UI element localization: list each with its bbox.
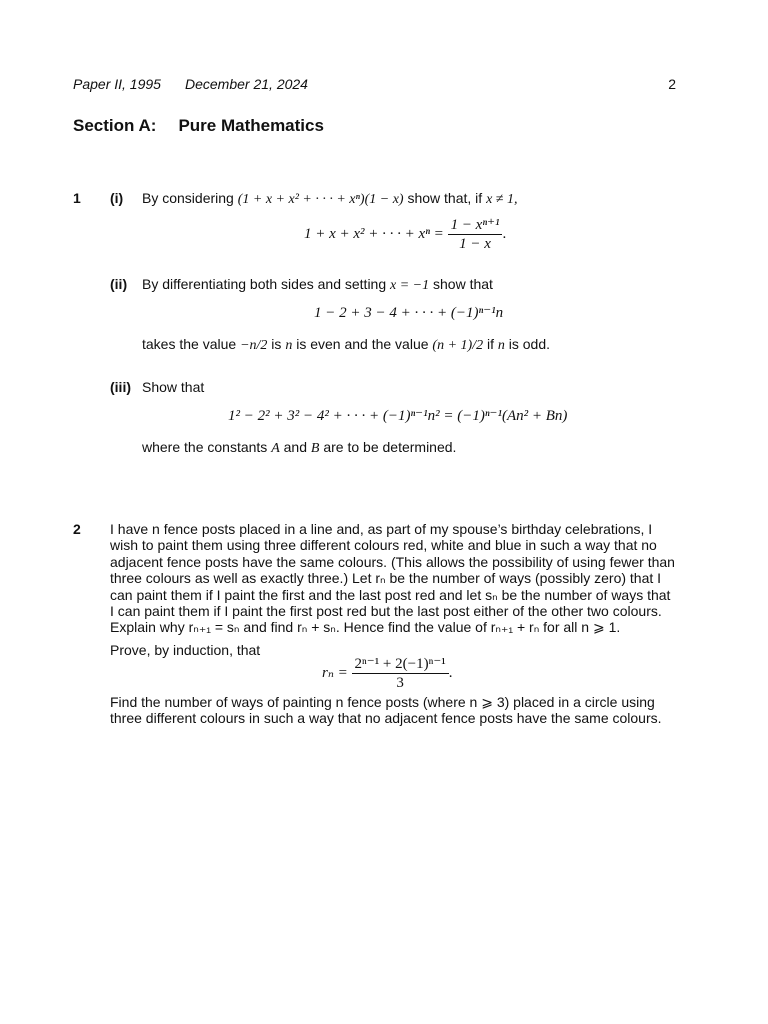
- section-name: Pure Mathematics: [178, 116, 324, 135]
- part-label: (ii): [110, 276, 128, 292]
- question-number: 1: [73, 190, 81, 206]
- paragraph-line: can paint them if I paint the first and the last post red and let sₙ be the number of ways that: [110, 586, 671, 603]
- question-number: 2: [73, 521, 81, 537]
- section-label: Section A:: [73, 116, 157, 135]
- text: if: [486, 336, 494, 352]
- fraction-numerator: 1 − xⁿ⁺¹: [448, 217, 503, 235]
- math-variable: n: [285, 338, 293, 353]
- text: By considering: [142, 190, 234, 206]
- display-equation: 1² − 2² + 3² − 4² + · · · + (−1)ⁿ⁻¹n² = (−1)ⁿ⁻¹(An² + Bn): [228, 408, 568, 424]
- fraction: [448, 217, 503, 252]
- text: is: [271, 336, 282, 352]
- paragraph-line: I have n fence posts placed in a line and, as part of my spouse’s birthday celebrations, I: [110, 521, 653, 537]
- part-label: (iii): [110, 379, 131, 395]
- section-title: [73, 118, 324, 134]
- paragraph-line: wish to paint them using three different colours red, white and blue in such a way that no: [110, 537, 657, 554]
- math-variable: A: [271, 441, 280, 456]
- math-value: (n + 1)/2: [432, 338, 484, 353]
- math-variable: n: [497, 338, 505, 353]
- paragraph-line: Find the number of ways of painting n fence posts (where n ⩾ 3) placed in a circle using: [110, 694, 655, 710]
- text: where the constants: [142, 439, 268, 455]
- fraction-denominator: 3: [396, 675, 404, 691]
- text: takes the value: [142, 336, 237, 352]
- fraction-denominator: 1 − x: [459, 236, 491, 252]
- paragraph-line: adjacent fence posts have the same colours. (This allows the possibility of using fewer than: [110, 553, 675, 570]
- page-number: 2: [668, 76, 676, 92]
- question-2-final: [110, 694, 676, 727]
- math-expression: (1 + x + x² + · · · + xⁿ)(1 − x): [237, 192, 404, 207]
- paragraph-line: I can paint them if I paint the first post red but the last post either of the other two colours.: [110, 603, 662, 620]
- part-ii-conclusion: [142, 336, 550, 354]
- text: and: [283, 439, 307, 455]
- math-variable: B: [310, 441, 320, 456]
- display-equation: 1 − 2 + 3 − 4 + · · · + (−1)ⁿ⁻¹n: [314, 305, 504, 321]
- part-iii-conclusion: [142, 439, 456, 457]
- question-2-paragraph: [110, 521, 676, 636]
- paragraph-line: three different colours in such a way that no adjacent fence posts have the same colours.: [110, 710, 662, 727]
- fraction: [352, 656, 449, 691]
- part-ii-statement: [142, 276, 493, 294]
- text: show that, if: [407, 190, 483, 206]
- math-condition: x = −1: [390, 278, 430, 293]
- equation-lhs: rₙ =: [322, 664, 348, 681]
- part-label: (i): [110, 190, 124, 206]
- fraction-numerator: 2ⁿ⁻¹ + 2(−1)ⁿ⁻¹: [352, 656, 449, 674]
- math-value: −n/2: [240, 338, 268, 353]
- display-equation: 1 + x + x² + · · · + xⁿ = $\frac{\text{1 − xⁿ⁺¹}}{1 - x}$ .: [304, 217, 507, 252]
- header-paper: Paper II, 1995: [73, 76, 161, 92]
- paragraph-line: Explain why rₙ₊₁ = sₙ and find rₙ + sₙ. Hence find the value of rₙ₊₁ + rₙ for all n ⩾ 1.: [110, 619, 621, 636]
- text: By differentiating both sides and setting: [142, 276, 387, 292]
- display-equation: rₙ = $\frac{\text{2ⁿ⁻¹ + 2(−1)ⁿ⁻¹}}{3}$ .: [322, 656, 453, 691]
- math-condition: x ≠ 1,: [486, 192, 518, 207]
- prove-text: Prove, by induction, that: [110, 642, 261, 658]
- header-date: December 21, 2024: [185, 76, 308, 92]
- text: is odd.: [508, 336, 551, 352]
- part-i-statement: [142, 190, 517, 208]
- text: is even and the value: [296, 336, 429, 352]
- paragraph-line: three colours as well as exactly three.) Let rₙ be the number of ways (possibly zero) that I: [110, 570, 662, 587]
- equation-lhs: 1 + x + x² + · · · + xⁿ =: [304, 225, 444, 242]
- text: are to be determined.: [323, 439, 457, 455]
- part-iii-statement: Show that: [142, 379, 205, 395]
- text: show that: [433, 276, 493, 292]
